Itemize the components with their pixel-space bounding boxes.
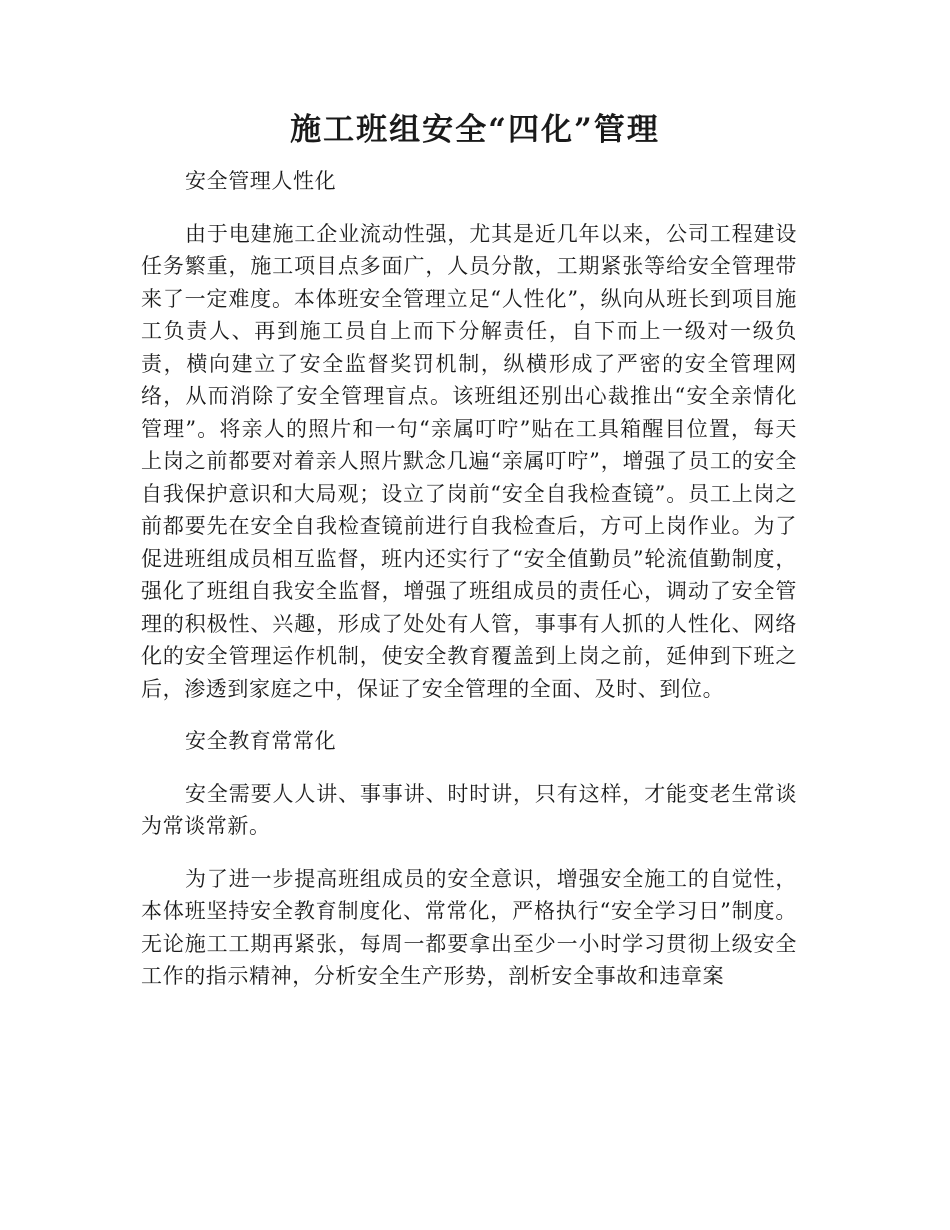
paragraph: 由于电建施工企业流动性强，尤其是近几年以来，公司工程建设任务繁重，施工项目点多面广，人员分散，工期紧张等给安全管理带来了一定难度。本体班安全管理立足“人性化”，纵向从班长到项目施工负责人、再到施工员自上而下分解责任，自下而上一级对一级负责，横向建立了安全监督奖罚机制，纵横形成了严密的安全管理网络，从而消除了安全管理盲点。该班组还别出心裁推出“安全亲情化管理”。将亲人的照片和一句“亲属叮咛”贴在工具箱醒目位置，每天上岗之前都要对着亲人照片默念几遍“亲属叮咛”，增强了员工的安全自我保护意识和大局观；设立了岗前“安全自我检查镜”。员工上岗之前都要先在安全自我检查镜前进行自我检查后，方可上岗作业。为了促进班组成员相互监督，班内还实行了“安全值勤员”轮流值勤制度，强化了班组自我安全监督，增强了班组成员的责任心，调动了安全管理的积极性、兴趣，形成了处处有人管，事事有人抓的人性化、网络化的安全管理运作机制，使安全教育覆盖到上岗之前，延伸到下班之后，渗透到家庭之中，保证了安全管理的全面、及时、到位。 xyxy=(141,221,797,701)
spacer xyxy=(141,705,797,725)
spacer xyxy=(141,843,797,863)
section-heading: 安全教育常常化 xyxy=(185,729,337,753)
spacer xyxy=(141,758,797,778)
spacer xyxy=(141,198,797,218)
paragraph: 为了进一步提高班组成员的安全意识，增强安全施工的自觉性，本体班坚持安全教育制度化、常常化，严格执行“安全学习日”制度。无论施工工期再紧张，每周一都要拿出至少一小时学习贯彻上级安全工作的指示精神，分析安全生产形势，剖析安全事故和违章案 xyxy=(141,866,797,988)
document-title: 施工班组安全“四化”管理 xyxy=(290,112,660,148)
section-heading: 安全管理人性化 xyxy=(185,169,337,193)
paragraph: 安全需要人人讲、事事讲、时时讲，只有这样，才能变老生常谈为常谈常新。 xyxy=(141,781,797,838)
document-body xyxy=(141,165,797,993)
